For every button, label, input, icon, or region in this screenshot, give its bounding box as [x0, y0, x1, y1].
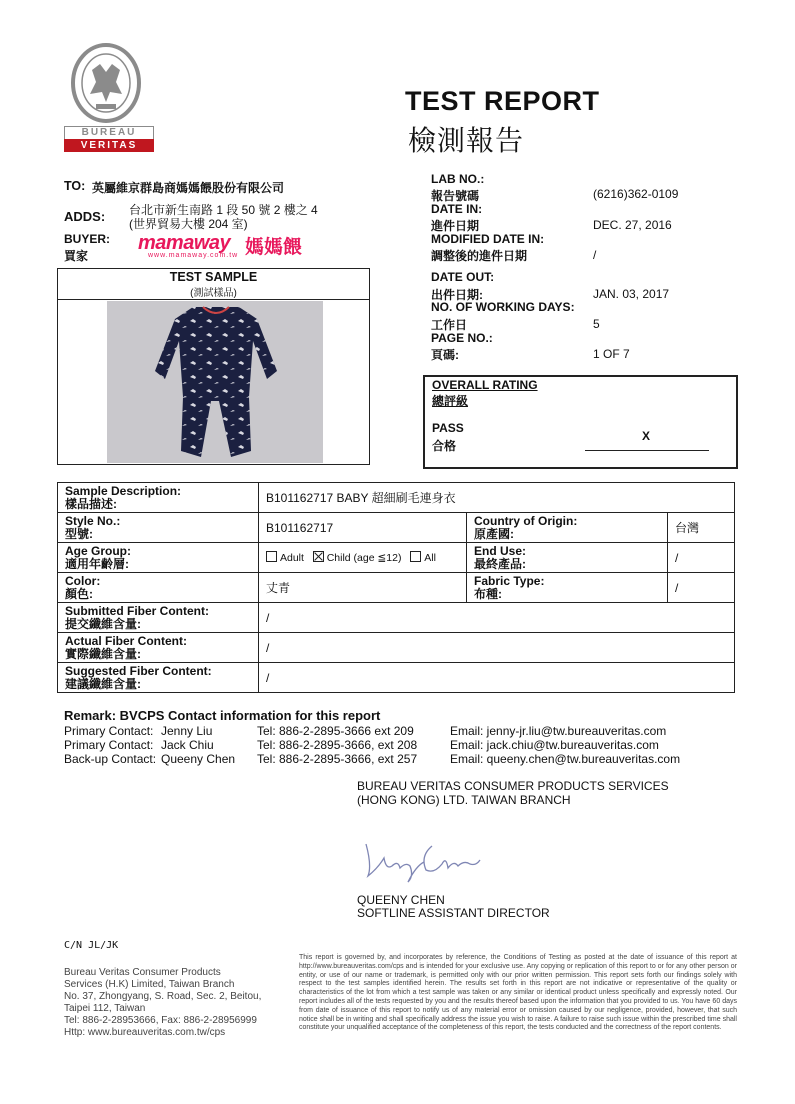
- baby-sleepsuit-image: [107, 301, 323, 463]
- to-label: TO:: [64, 179, 86, 193]
- suggested-label-cell: [58, 663, 259, 693]
- sample-desc-label-cell: [58, 483, 259, 513]
- overall-rating-label: OVERALL RATING: [432, 378, 538, 392]
- actual-label: Actual Fiber Content:: [65, 633, 187, 648]
- contact-row: [64, 752, 704, 766]
- pass-mark: X: [642, 429, 651, 443]
- origin-label-zh: 原產國:: [474, 526, 514, 541]
- sample-description-table: [57, 482, 735, 693]
- submitted-label-cell: [58, 603, 259, 633]
- contact-email[interactable]: Email: jenny-jr.liu@tw.bureauveritas.com: [450, 724, 667, 738]
- fabric-value: /: [668, 573, 735, 603]
- sample-desc-label-zh: 樣品描述:: [65, 496, 117, 511]
- sample-desc-value: B101162717 BABY 超細刷毛連身衣: [259, 483, 735, 513]
- logo-veritas-text: VERITAS: [64, 139, 154, 152]
- table-row: [58, 603, 735, 633]
- modified-date-label-zh: 調整後的進件日期: [431, 249, 528, 263]
- page-no-label-zh: 頁碼:: [431, 348, 459, 362]
- report-title: TEST REPORT: [405, 86, 600, 116]
- footer-address: [64, 967, 289, 1039]
- remark-title: Remark: BVCPS Contact information for this report: [64, 708, 381, 723]
- signatory-name: QUEENY CHEN: [357, 893, 445, 907]
- pass-label-zh: 合格: [432, 439, 457, 453]
- date-in-label-zh: 進件日期: [431, 219, 480, 233]
- pass-underline: [585, 450, 709, 451]
- end-use-label-cell: [467, 543, 668, 573]
- style-label: Style No.:: [65, 513, 121, 528]
- adds-label: ADDS:: [64, 209, 106, 224]
- signatory-position: SOFTLINE ASSISTANT DIRECTOR: [357, 906, 550, 920]
- table-row: [58, 543, 735, 573]
- brand-name: mamaway: [138, 232, 231, 254]
- address-line[interactable]: Http: www.bureauveritas.com.tw/cps: [64, 1027, 226, 1038]
- style-value: B101162717: [259, 513, 467, 543]
- suggested-label: Suggested Fiber Content:: [65, 663, 212, 678]
- origin-value: 台灣: [668, 513, 735, 543]
- suggested-label-zh: 建議纖維含量:: [65, 676, 141, 691]
- child-checkbox[interactable]: [313, 551, 324, 562]
- working-days-value: 5: [593, 317, 600, 331]
- contact-tel: Tel: 886-2-2895-3666 ext 209: [257, 724, 414, 738]
- origin-label: Country of Origin:: [474, 513, 578, 528]
- address-line: Tel: 886-2-28953666, Fax: 886-2-28956999: [64, 1015, 257, 1026]
- lab-no-value: (6216)362-0109: [593, 187, 679, 201]
- contact-tel: Tel: 886-2-2895-3666, ext 257: [257, 752, 418, 766]
- working-days-label-zh: 工作日: [431, 318, 468, 332]
- table-row: [58, 633, 735, 663]
- end-use-label-zh: 最終產品:: [474, 556, 526, 571]
- end-use-value: /: [668, 543, 735, 573]
- adult-option-label: Adult: [280, 552, 304, 564]
- page-no-value: 1 OF 7: [593, 347, 630, 361]
- modified-date-label: MODIFIED DATE IN:: [431, 232, 545, 246]
- brand-url: www.mamaway.com.tw: [148, 252, 239, 259]
- buyer-label: BUYER:: [64, 232, 111, 246]
- date-out-value: JAN. 03, 2017: [593, 287, 670, 301]
- fabric-label-cell: [467, 573, 668, 603]
- bureau-veritas-logo: [64, 42, 152, 150]
- color-label: Color:: [65, 573, 101, 588]
- contact-name: Jack Chiu: [161, 738, 214, 752]
- table-row: [58, 513, 735, 543]
- brand-zh: 媽媽餵: [245, 237, 303, 258]
- contact-role: Back-up Contact:: [64, 752, 157, 766]
- submitted-label: Submitted Fiber Content:: [65, 603, 209, 618]
- suggested-value: /: [259, 663, 735, 693]
- actual-label-cell: [58, 633, 259, 663]
- adds-line1: 台北市新生南路 1 段 50 號 2 樓之 4: [129, 203, 318, 217]
- contact-role: Primary Contact:: [64, 724, 154, 738]
- logo-bureau-text: BUREAU: [64, 126, 154, 140]
- buyer-label-zh: 買家: [64, 249, 89, 263]
- contact-row: [64, 724, 704, 738]
- address-line: Bureau Veritas Consumer Products: [64, 967, 221, 978]
- pass-label: PASS: [432, 421, 464, 435]
- all-checkbox[interactable]: [410, 551, 421, 562]
- page-no-label: PAGE NO.:: [431, 331, 493, 345]
- style-label-zh: 型號:: [65, 526, 93, 541]
- age-label-cell: [58, 543, 259, 573]
- lab-no-label: LAB NO.:: [431, 172, 485, 186]
- test-sample-heading-zh: (測試樣品): [190, 288, 237, 299]
- table-row: [58, 483, 735, 513]
- age-options: [259, 543, 467, 573]
- address-line: Taipei 112, Taiwan: [64, 1003, 146, 1014]
- color-label-cell: [58, 573, 259, 603]
- test-sample-box: [57, 268, 370, 465]
- fabric-label-zh: 布種:: [474, 586, 502, 601]
- submitted-label-zh: 提交纖維含量:: [65, 616, 141, 631]
- child-option-label: Child (age ≦12): [326, 552, 402, 564]
- contact-name: Jenny Liu: [161, 724, 213, 738]
- contact-tel: Tel: 886-2-2895-3666, ext 208: [257, 738, 418, 752]
- end-use-label: End Use:: [474, 543, 527, 558]
- lab-no-label-zh: 報告號碼: [431, 189, 480, 203]
- to-value: 英屬維京群島商媽媽餵股份有限公司: [92, 181, 285, 195]
- overall-rating-box: [423, 375, 738, 469]
- submitted-value: /: [259, 603, 735, 633]
- sample-desc-label: Sample Description:: [65, 483, 182, 498]
- style-label-cell: [58, 513, 259, 543]
- overall-rating-label-zh: 總評級: [432, 394, 469, 408]
- actual-label-zh: 實際纖維含量:: [65, 646, 141, 661]
- date-in-label: DATE IN:: [431, 202, 483, 216]
- actual-value: /: [259, 633, 735, 663]
- date-out-label: DATE OUT:: [431, 270, 495, 284]
- address-line: Services (H.K) Limited, Taiwan Branch: [64, 979, 235, 990]
- company-line1: BUREAU VERITAS CONSUMER PRODUCTS SERVICES: [357, 779, 669, 793]
- buyer-brand-logo: [138, 232, 338, 262]
- report-title-zh: 檢測報告: [408, 125, 525, 156]
- origin-label-cell: [467, 513, 668, 543]
- color-label-zh: 顏色:: [65, 586, 93, 601]
- table-row: [58, 573, 735, 603]
- adult-checkbox[interactable]: [266, 551, 277, 562]
- contact-name: Queeny Chen: [161, 752, 236, 766]
- signature-image: [358, 836, 488, 886]
- contact-list: [64, 724, 704, 766]
- all-option-label: All: [424, 552, 436, 564]
- date-out-label-zh: 出件日期:: [431, 288, 483, 302]
- seal-icon: [70, 42, 142, 124]
- age-label: Age Group:: [65, 543, 131, 558]
- color-value: 丈青: [259, 573, 467, 603]
- adds-line2: (世界貿易大樓 204 室): [129, 217, 248, 231]
- fabric-label: Fabric Type:: [474, 573, 545, 588]
- age-label-zh: 適用年齡層:: [65, 556, 129, 571]
- contact-email[interactable]: Email: queeny.chen@tw.bureauveritas.com: [450, 752, 681, 766]
- contact-row: [64, 738, 704, 752]
- working-days-label: NO. OF WORKING DAYS:: [431, 300, 575, 314]
- contact-email[interactable]: Email: jack.chiu@tw.bureauveritas.com: [450, 738, 659, 752]
- table-row: [58, 663, 735, 693]
- contact-role: Primary Contact:: [64, 738, 154, 752]
- date-in-value: DEC. 27, 2016: [593, 218, 672, 232]
- company-line2: (HONG KONG) LTD. TAIWAN BRANCH: [357, 793, 571, 807]
- test-sample-heading: TEST SAMPLE: [169, 270, 258, 284]
- modified-date-value: /: [593, 248, 597, 262]
- cn-code: C/N JL/JK: [64, 940, 119, 951]
- legal-disclaimer: This report is governed by, and incorporates by reference, the Conditions of Testing as posted at the date of issuance of this report at http://www.bureauveritas.com/cps and is intended for your exclusive use. Any copying or replication of this report to or for any other person or entity, or use of our name or trademark, is permitted only with our prior written permission. This report sets forth our findings solely with respect to the test samples identified herein. The results set forth in this report are not indicative or representative of the quality or characteristics of the lot from which a test sample was taken or any similar or identical product unless specifically and expressly noted. Our report includes all of the tests requested by you and the results thereof based upon the information that you provided to us. You have 60 days from date of issuance of this report to notify us of any material error or omission caused by our negligence, provided, however, that such notice shall be in writing and shall specifically address the issue you wish to raise. A failure to raise such issue within the prescribed time shall constitute your unqualified acceptance of the completeness of this report, the tests conducted and the correctness of the report contents.: [299, 954, 737, 1032]
- address-line: No. 37, Zhongyang, S. Road, Sec. 2, Beitou,: [64, 991, 262, 1002]
- test-sample-header: [58, 269, 369, 300]
- sample-photo: [107, 301, 323, 463]
